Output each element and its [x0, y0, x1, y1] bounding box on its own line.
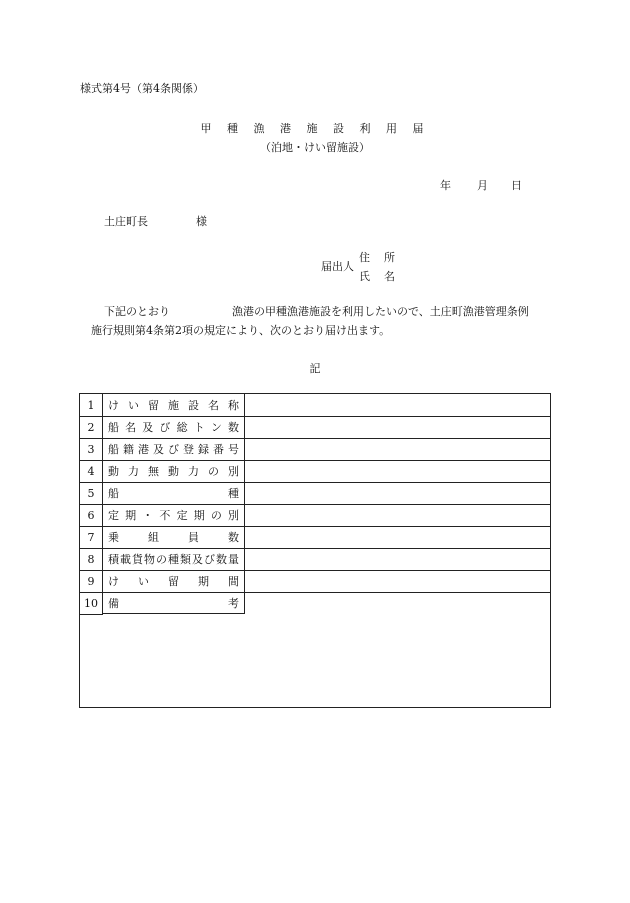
applicant-label: 届出人 [321, 260, 354, 273]
row-label: 備 考 [108, 596, 239, 610]
ki-heading: 記 [309, 362, 321, 375]
table-row [80, 394, 550, 417]
row-number: 7 [80, 526, 103, 548]
table-row [80, 438, 550, 461]
row-number: 4 [80, 460, 103, 482]
table-row [80, 416, 550, 439]
address-label-2: 所 [384, 251, 395, 264]
row-label: 乗 組 員 数 [108, 531, 239, 544]
row-value-field[interactable] [246, 526, 550, 548]
row-value-field[interactable] [246, 570, 550, 592]
table-row [80, 570, 550, 593]
table-row [80, 592, 550, 614]
row-value-field[interactable] [246, 460, 550, 482]
table-row [80, 526, 550, 549]
row-label: 動 力 無 動 力 の 別 [108, 465, 239, 478]
row-label-cell [103, 394, 245, 416]
row-label: け い 留 期 間 [108, 575, 239, 588]
addressee-name: 土庄町長 [104, 215, 148, 228]
row-label-cell [103, 482, 245, 504]
row-label-cell [103, 460, 245, 482]
name-label-2: 名 [384, 270, 395, 283]
table-row [80, 460, 550, 483]
row-number: 8 [80, 548, 103, 570]
body-text-line2: 施行規則第4条第2項の規定により、次のとおり届け出ます。 [91, 324, 391, 337]
row-value-field[interactable] [246, 592, 550, 614]
table-row [80, 482, 550, 505]
row-label: 船 名 及 び 総 ト ン 数 [108, 421, 239, 434]
row-number: 10 [80, 592, 103, 615]
body-text-line1-a: 下記のとおり [104, 305, 170, 318]
row-number: 5 [80, 482, 103, 504]
body-text-line1-b: 漁港の甲種漁港施設を利用したいので、土庄町漁港管理条例 [232, 305, 529, 318]
document-title: 甲 種 漁 港 施 設 利 用 届 [200, 122, 430, 135]
form-number: 様式第4号（第4条関係） [80, 82, 204, 95]
date-year-label: 年 [440, 179, 451, 192]
name-label-1: 氏 [359, 270, 370, 283]
row-value-field[interactable] [246, 416, 550, 438]
row-number: 6 [80, 504, 103, 526]
row-label-cell [103, 526, 245, 548]
row-number: 1 [80, 394, 103, 416]
row-label-cell [103, 438, 245, 460]
addressee-honorific: 様 [196, 215, 207, 228]
table-row [80, 504, 550, 527]
row-number: 2 [80, 416, 103, 438]
table-row [80, 548, 550, 571]
row-value-field[interactable] [246, 394, 550, 416]
document-subtitle: （泊地・けい留施設） [260, 141, 370, 154]
row-label-cell [103, 548, 245, 570]
row-label: 定 期 ・ 不 定 期 の 別 [108, 509, 239, 522]
row-value-field[interactable] [246, 548, 550, 570]
row-number: 9 [80, 570, 103, 592]
row-label: 船 種 [108, 487, 239, 500]
date-day-label: 日 [511, 179, 522, 192]
details-table [79, 393, 551, 708]
row-label: け い 留 施 設 名 称 [108, 399, 239, 412]
row-value-field[interactable] [246, 438, 550, 460]
row-label-cell [103, 570, 245, 592]
row-label: 積 載 貨 物 の 種 類 及 び 数 量 [108, 553, 239, 566]
row-label: 船 籍 港 及 び 登 録 番 号 [108, 443, 239, 456]
date-month-label: 月 [477, 179, 488, 192]
row-value-field[interactable] [246, 504, 550, 526]
row-number: 3 [80, 438, 103, 460]
row-value-field[interactable] [246, 482, 550, 504]
address-label-1: 住 [359, 251, 370, 264]
row-label-cell [103, 416, 245, 438]
row-label-cell [103, 592, 245, 614]
row-label-cell [103, 504, 245, 526]
